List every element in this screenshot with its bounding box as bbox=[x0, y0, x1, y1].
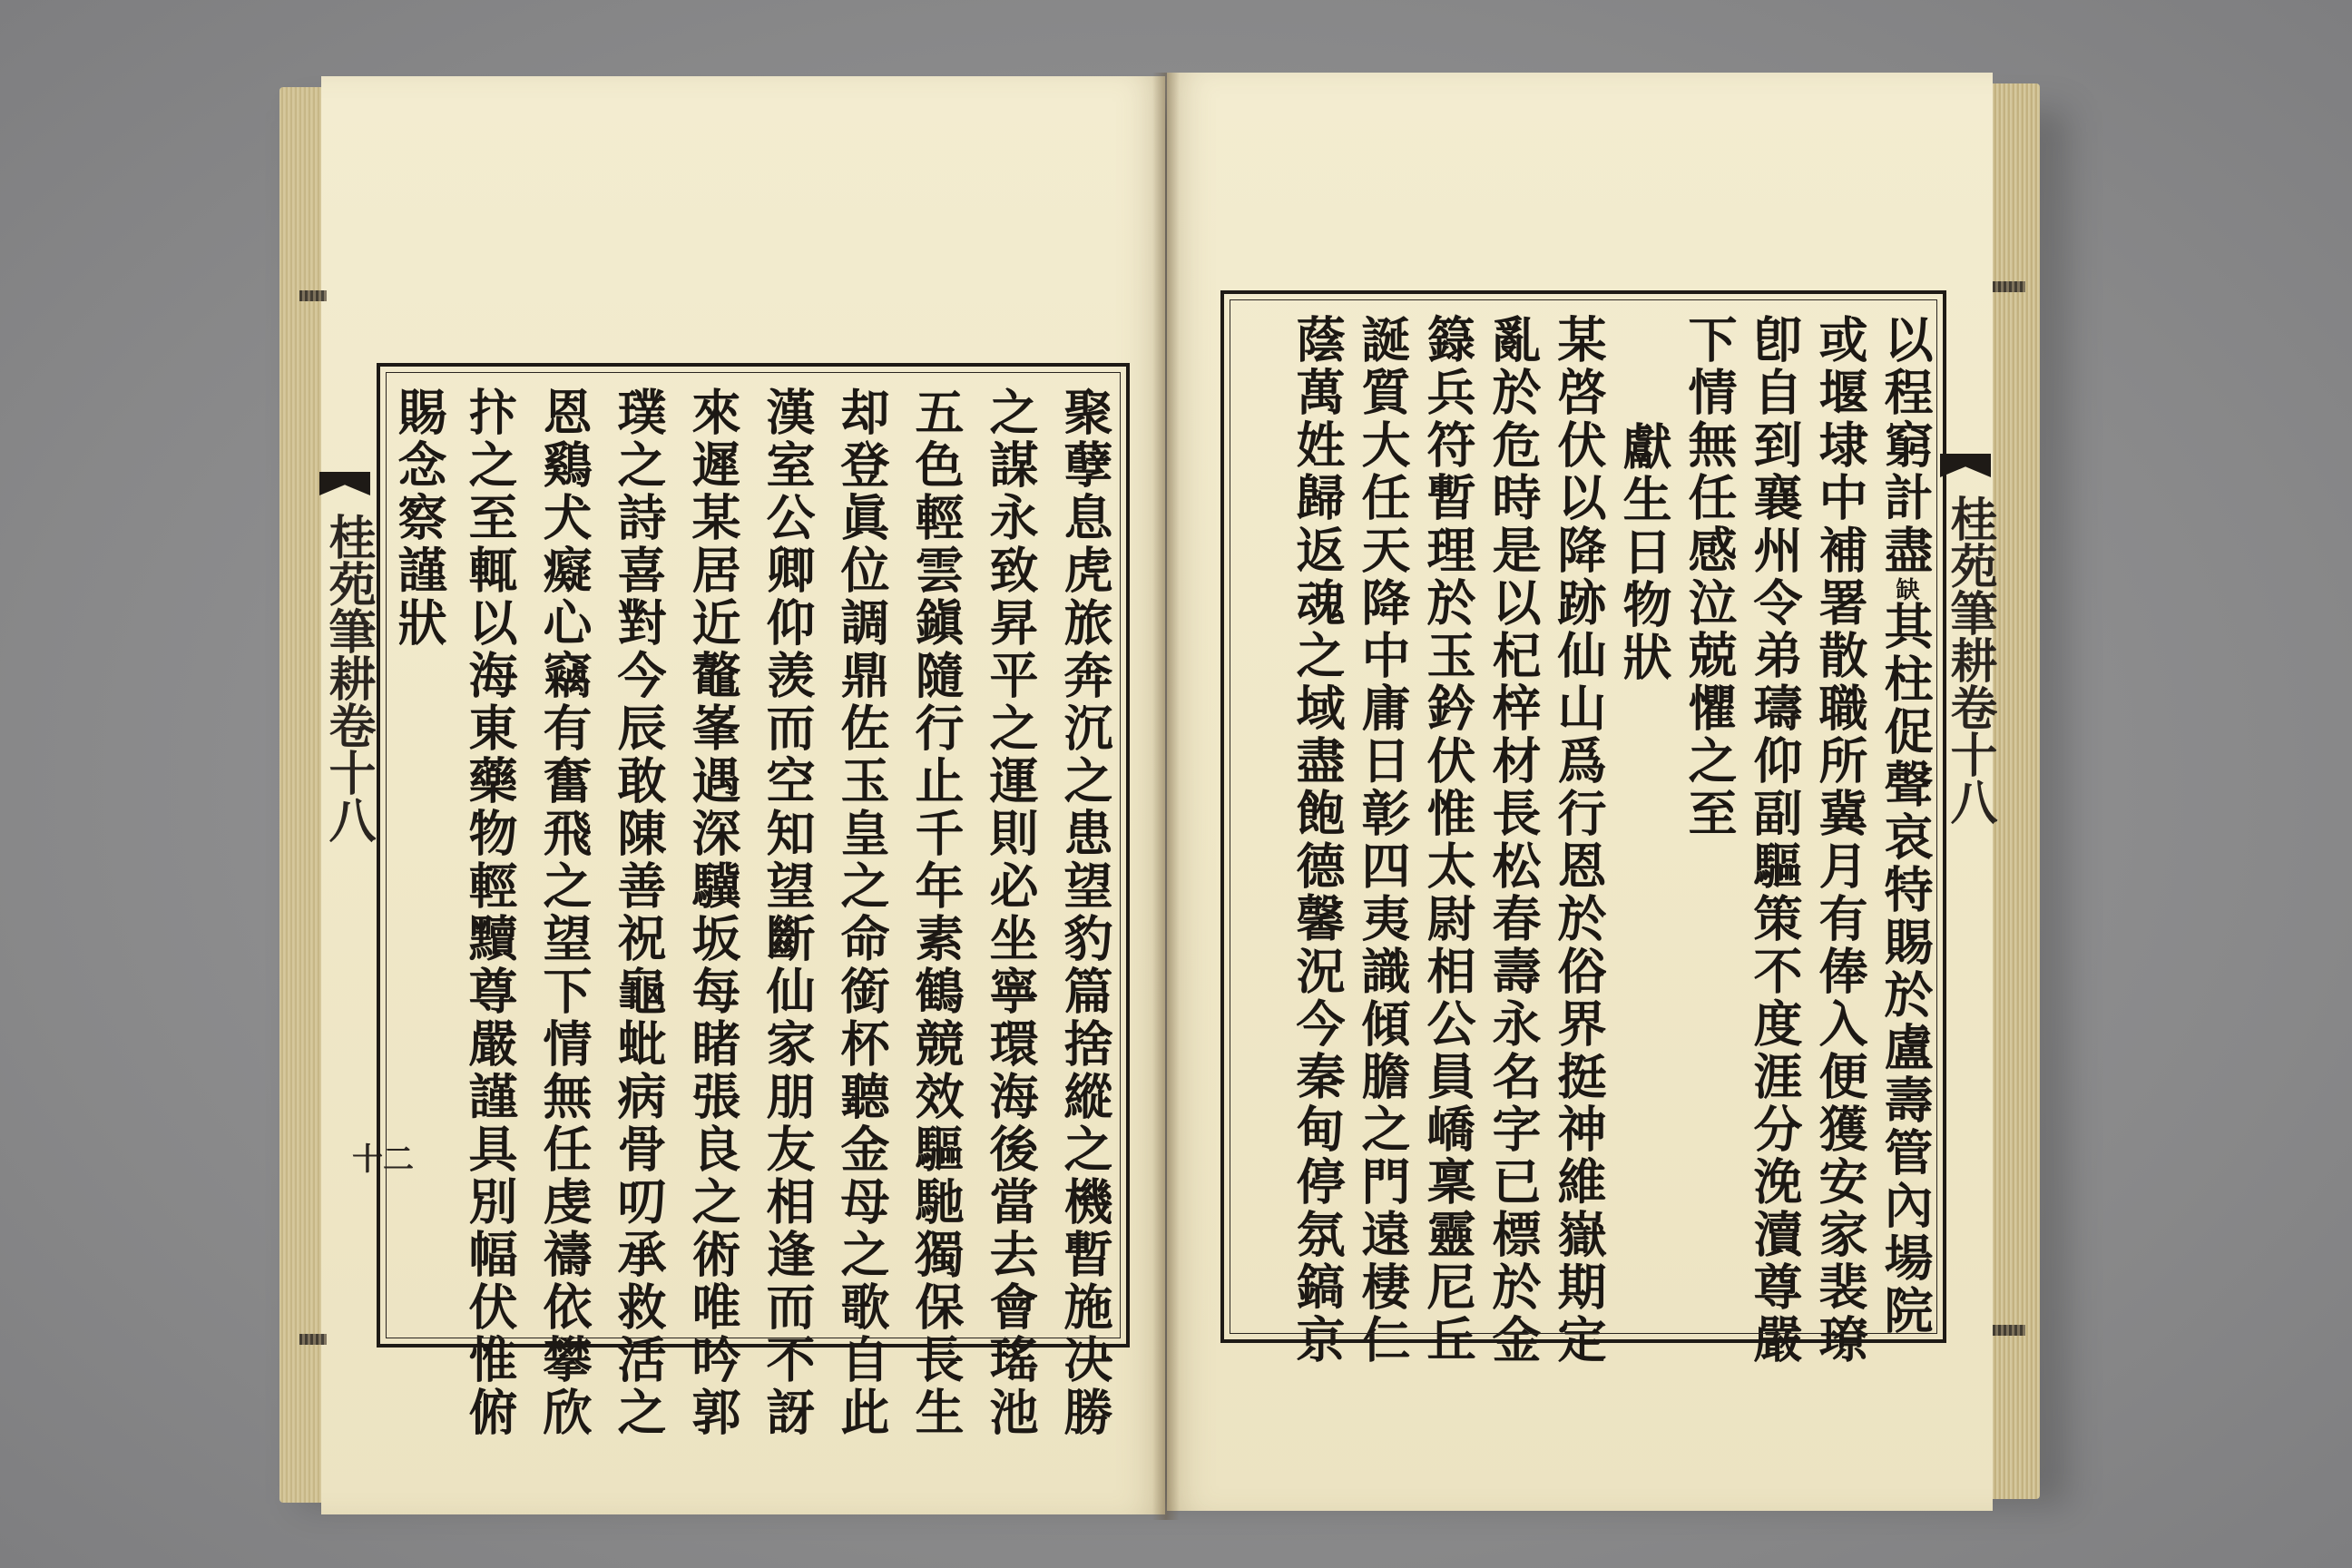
left-column-4: 却登眞位調鼎佐玉皇之命銜杯聽金母之歌自此 bbox=[833, 387, 891, 1439]
right-column-1 bbox=[1877, 314, 1935, 1338]
left-edge-band-bottom bbox=[299, 1334, 327, 1345]
book-gutter bbox=[1152, 73, 1180, 1520]
right-column-6: 某啓伏以降跡仙山爲行恩於俗界挺神維嶽期定 bbox=[1550, 314, 1608, 1367]
right-column-4: 下情無任感泣兢懼之至 bbox=[1681, 314, 1739, 840]
right-edge-band-bottom bbox=[1993, 1325, 2025, 1336]
left-edge-band-top bbox=[299, 290, 327, 301]
right-column-1-text: 以程窮計盡 bbox=[1877, 314, 1935, 577]
left-page-number: 十二 bbox=[352, 1142, 414, 1178]
right-edge-band-top bbox=[1993, 281, 2025, 292]
left-text-frame bbox=[377, 363, 1130, 1439]
right-column-3: 卽自到襄州令弟璹仰副驅策不度涯分浼瀆尊嚴 bbox=[1746, 314, 1804, 1367]
left-column-1: 聚孽息虎旅奔沉之患望豹篇捨縱之機暫施决勝 bbox=[1056, 387, 1114, 1439]
right-margin-title: 桂苑筆耕卷十八 bbox=[1942, 495, 1997, 825]
right-column-7: 亂於危時是以杞梓材長松春壽永名字已標於金 bbox=[1485, 314, 1543, 1367]
right-column-10: 蔭萬姓歸返魂之域盡飽德馨況今秦甸停氛鎬京 bbox=[1289, 314, 1347, 1367]
left-column-5: 漢室公卿仰羡而空知望斷仙家朋友相逢而不訝 bbox=[759, 387, 817, 1439]
left-column-10: 賜念察謹狀 bbox=[390, 387, 448, 650]
left-column-3: 五色輕雲鎭隨行止千年素鶴競效驅馳獨保長生 bbox=[907, 387, 965, 1439]
left-column-8: 恩鷄犬癡心竊有奮飛之望下情無任虔禱依攀欣 bbox=[535, 387, 593, 1439]
right-column-1-cont: 其柱促聲哀特賜於盧壽管內場院 bbox=[1877, 601, 1935, 1338]
right-column-9: 誕質大任天降中庸日彰四夷識傾膽之門遠棲仁 bbox=[1354, 314, 1412, 1367]
left-column-6: 來遲某居近鼇峯遇深驥坂每睹張良之術唯吟郭 bbox=[684, 387, 742, 1439]
right-text-frame bbox=[1220, 290, 1946, 1367]
lacuna-mark: 缺 bbox=[1892, 577, 1919, 601]
right-column-8: 籙兵符暫理於玉鈐伏惟太尉相公員嶠稟靈尼丘 bbox=[1419, 314, 1477, 1367]
right-column-2: 或堰埭中補署散職所冀月有俸入便獲安家裴璙 bbox=[1811, 314, 1869, 1367]
left-margin-title: 桂苑筆耕卷十八 bbox=[320, 513, 376, 843]
left-column-9: 抃之至輒以海東藥物輕黷尊嚴謹具別幅伏惟俯 bbox=[461, 387, 519, 1439]
left-column-7: 璞之詩喜對今辰敢陳善祝龜蚍病骨叨承救活之 bbox=[610, 387, 668, 1439]
right-heading: 獻生日物狀 bbox=[1615, 421, 1673, 684]
left-column-2: 之謀永致昇平之運則必坐寧環海後當去會瑤池 bbox=[982, 387, 1040, 1439]
